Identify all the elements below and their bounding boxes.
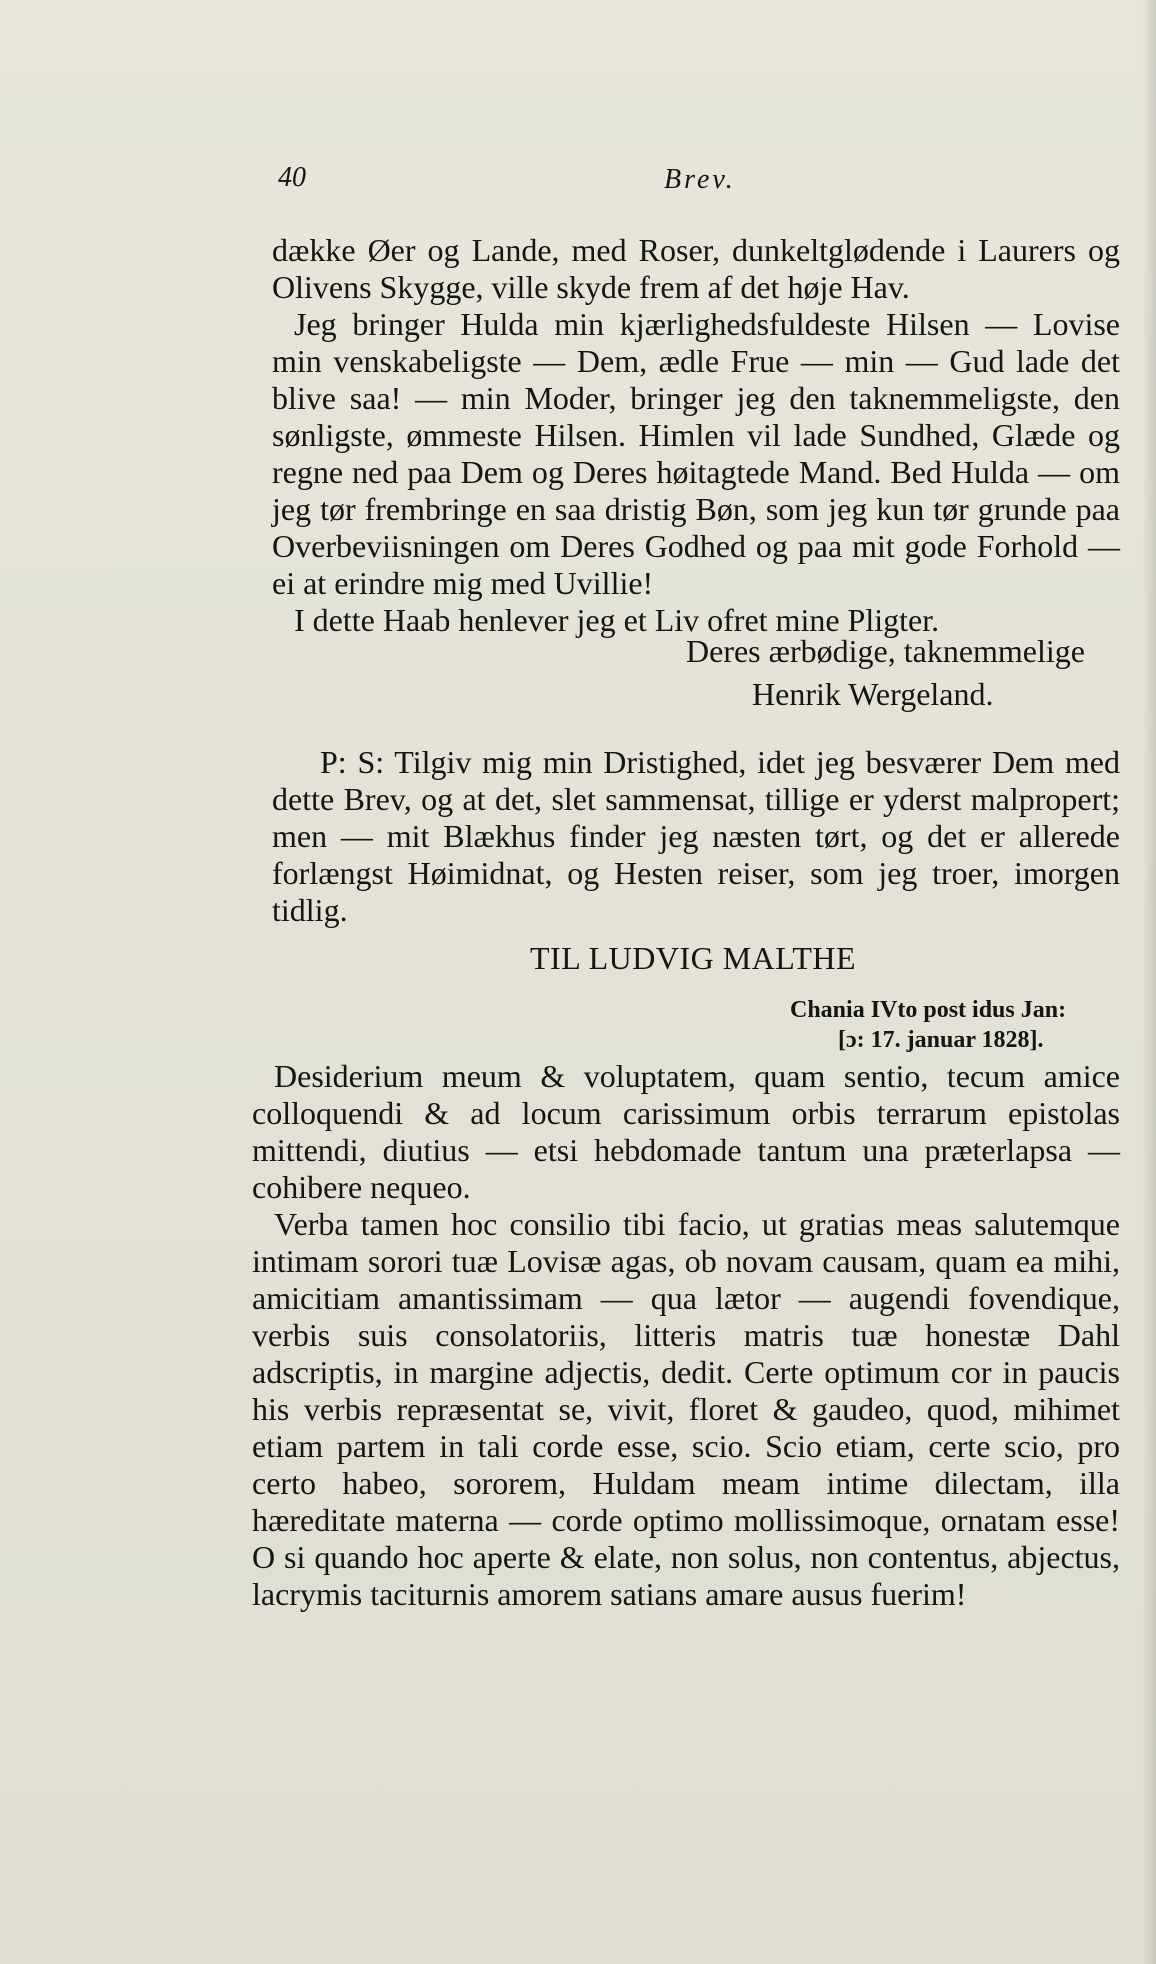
dateline-place: Chania IVto post idus Jan:	[790, 997, 1067, 1023]
letter-signature: Henrik Wergeland.	[752, 676, 994, 712]
letter-title: TIL LUDVIG MALTHE	[530, 940, 857, 976]
latin-paragraph-1: Desiderium meum & voluptatem, quam sentio, tecum amice colloquendi & ad locum carissimum orbis terrarum epistolas mittendi, diutius — etsi hebdomade tantum una præterlapsa — cohibere nequeo.	[252, 1058, 1120, 1205]
letter-postscript-block	[272, 744, 1120, 929]
page-number: 40	[278, 162, 306, 193]
page-edge-shadow	[1142, 0, 1156, 1964]
letter-paragraph-1: dække Øer og Lande, med Roser, dunkeltglødende i Laurers og Olivens Skygge, ville skyde frem af det høje Hav.	[272, 232, 1120, 305]
running-head: Brev.	[664, 164, 736, 195]
letter-body	[272, 232, 1120, 639]
latin-letter-body	[252, 1058, 1120, 1613]
latin-paragraph-2: Verba tamen hoc consilio tibi facio, ut gratias meas salutemque intimam sorori tuæ Lovisæ agas, ob novam causam, quam ea mihi, amicitiam amantissimam — qua lætor — augendi fovendique, verbis suis consolatoriis, litteris matris tuæ honestæ Dahl adscriptis, in margine adjectis, dedit. Certe optimum cor in paucis his verbis repræsentat se, vivit, floret & gaudeo, quod, mihimet etiam partem in tali corde esse, scio. Scio etiam, certe scio, pro certo habeo, sororem, Huldam meam intime dilectam, illa hæreditate materna — corde optimo mollissimoque, ornatam esse! O si quando hoc aperte & elate, non solus, non contentus, abjectus, lacrymis taciturnis amorem satians amare ausus fuerim!	[252, 1206, 1120, 1612]
letter-paragraph-3: I dette Haab henlever jeg et Liv ofret mine Pligter.	[294, 602, 940, 638]
letter-closing: Deres ærbødige, taknemmelige	[686, 633, 1085, 669]
letter-postscript: P: S: Tilgiv mig min Dristighed, idet jeg besværer Dem med dette Brev, og at det, slet sammensat, tillige er yderst malpropert; men — mit Blækhus finder jeg næsten tørt, og det er allerede forlængst Høimidnat, og Hesten reiser, som jeg troer, imorgen tidlig.	[272, 744, 1120, 928]
letter-paragraph-2: Jeg bringer Hulda min kjærlighedsfuldeste Hilsen — Lovise min venskabeligste — Dem, ædle Frue — min — Gud lade det blive saa! — min Moder, bringer jeg den taknemmeligste, den sønligste, ømmeste Hilsen. Himlen vil lade Sundhed, Glæde og regne ned paa Dem og Deres høitagtede Mand. Bed Hulda — om jeg tør frembringe en saa dristig Bøn, som jeg kun tør grunde paa Overbeviisningen om Deres Godhed og paa mit gode Forhold — ei at erindre mig med Uvillie!	[272, 306, 1120, 601]
dateline-date: [ɔ: 17. januar 1828].	[838, 1027, 1044, 1053]
